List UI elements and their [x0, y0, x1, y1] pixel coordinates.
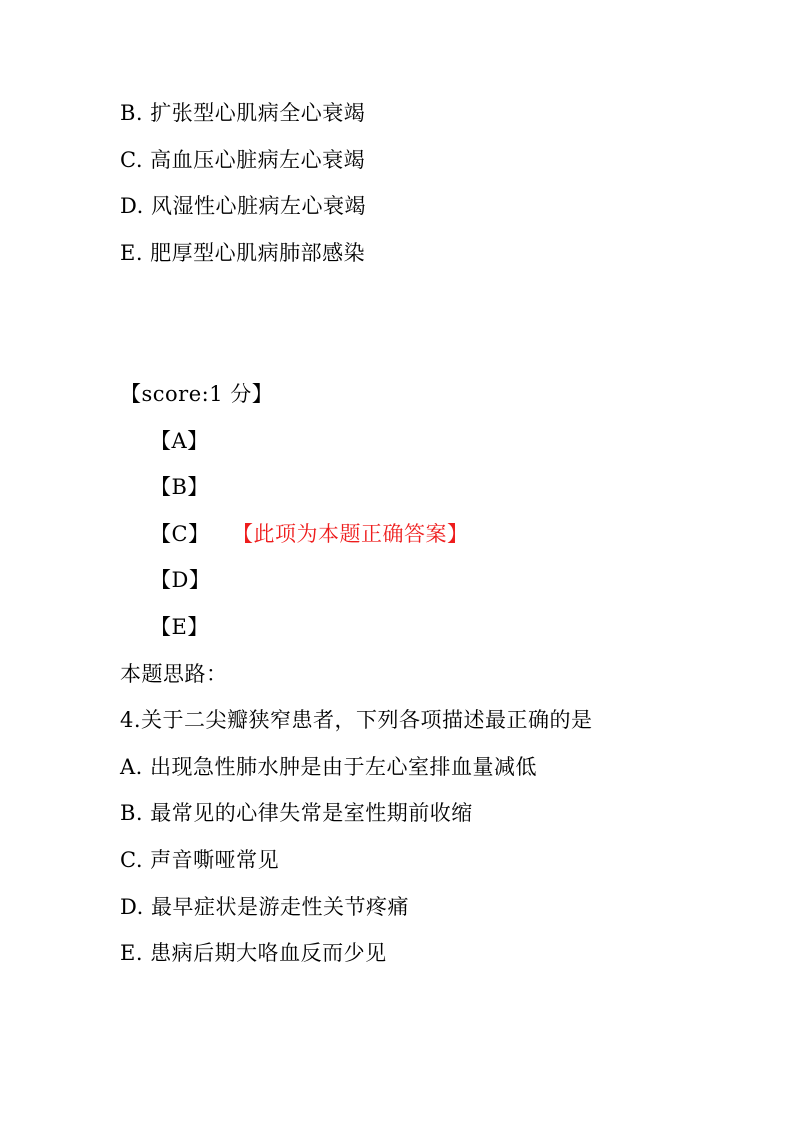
explanation-label: 本题思路：	[120, 662, 228, 686]
answer-choice-e: 【E】	[150, 615, 209, 639]
answer-choice-a: 【A】	[150, 429, 209, 453]
prev-option-e: E. 肥厚型心肌病肺部感染	[120, 241, 366, 265]
prev-option-b: B. 扩张型心肌病全心衰竭	[120, 101, 366, 125]
answer-choice-c: 【C】	[150, 522, 210, 546]
prev-option-c: C. 高血压心脏病左心衰竭	[120, 148, 366, 172]
answer-choice-d: 【D】	[150, 568, 211, 592]
question-4-option-e: E. 患病后期大咯血反而少见	[120, 941, 387, 965]
question-4-stem: 4.关于二尖瓣狭窄患者，下列各项描述最正确的是	[120, 708, 593, 732]
correct-answer-note: 【此项为本题正确答案】	[232, 522, 469, 546]
question-4-option-c: C. 声音嘶哑常见	[120, 848, 280, 872]
prev-option-d: D. 风湿性心脏病左心衰竭	[120, 194, 366, 218]
question-4-option-d: D. 最早症状是游走性关节疼痛	[120, 895, 409, 919]
answer-choice-b: 【B】	[150, 475, 209, 499]
score-label: 【score:1 分】	[120, 382, 274, 406]
question-4-option-b: B. 最常见的心律失常是室性期前收缩	[120, 801, 473, 825]
question-4-option-a: A. 出现急性肺水肿是由于左心室排血量减低	[120, 755, 538, 779]
